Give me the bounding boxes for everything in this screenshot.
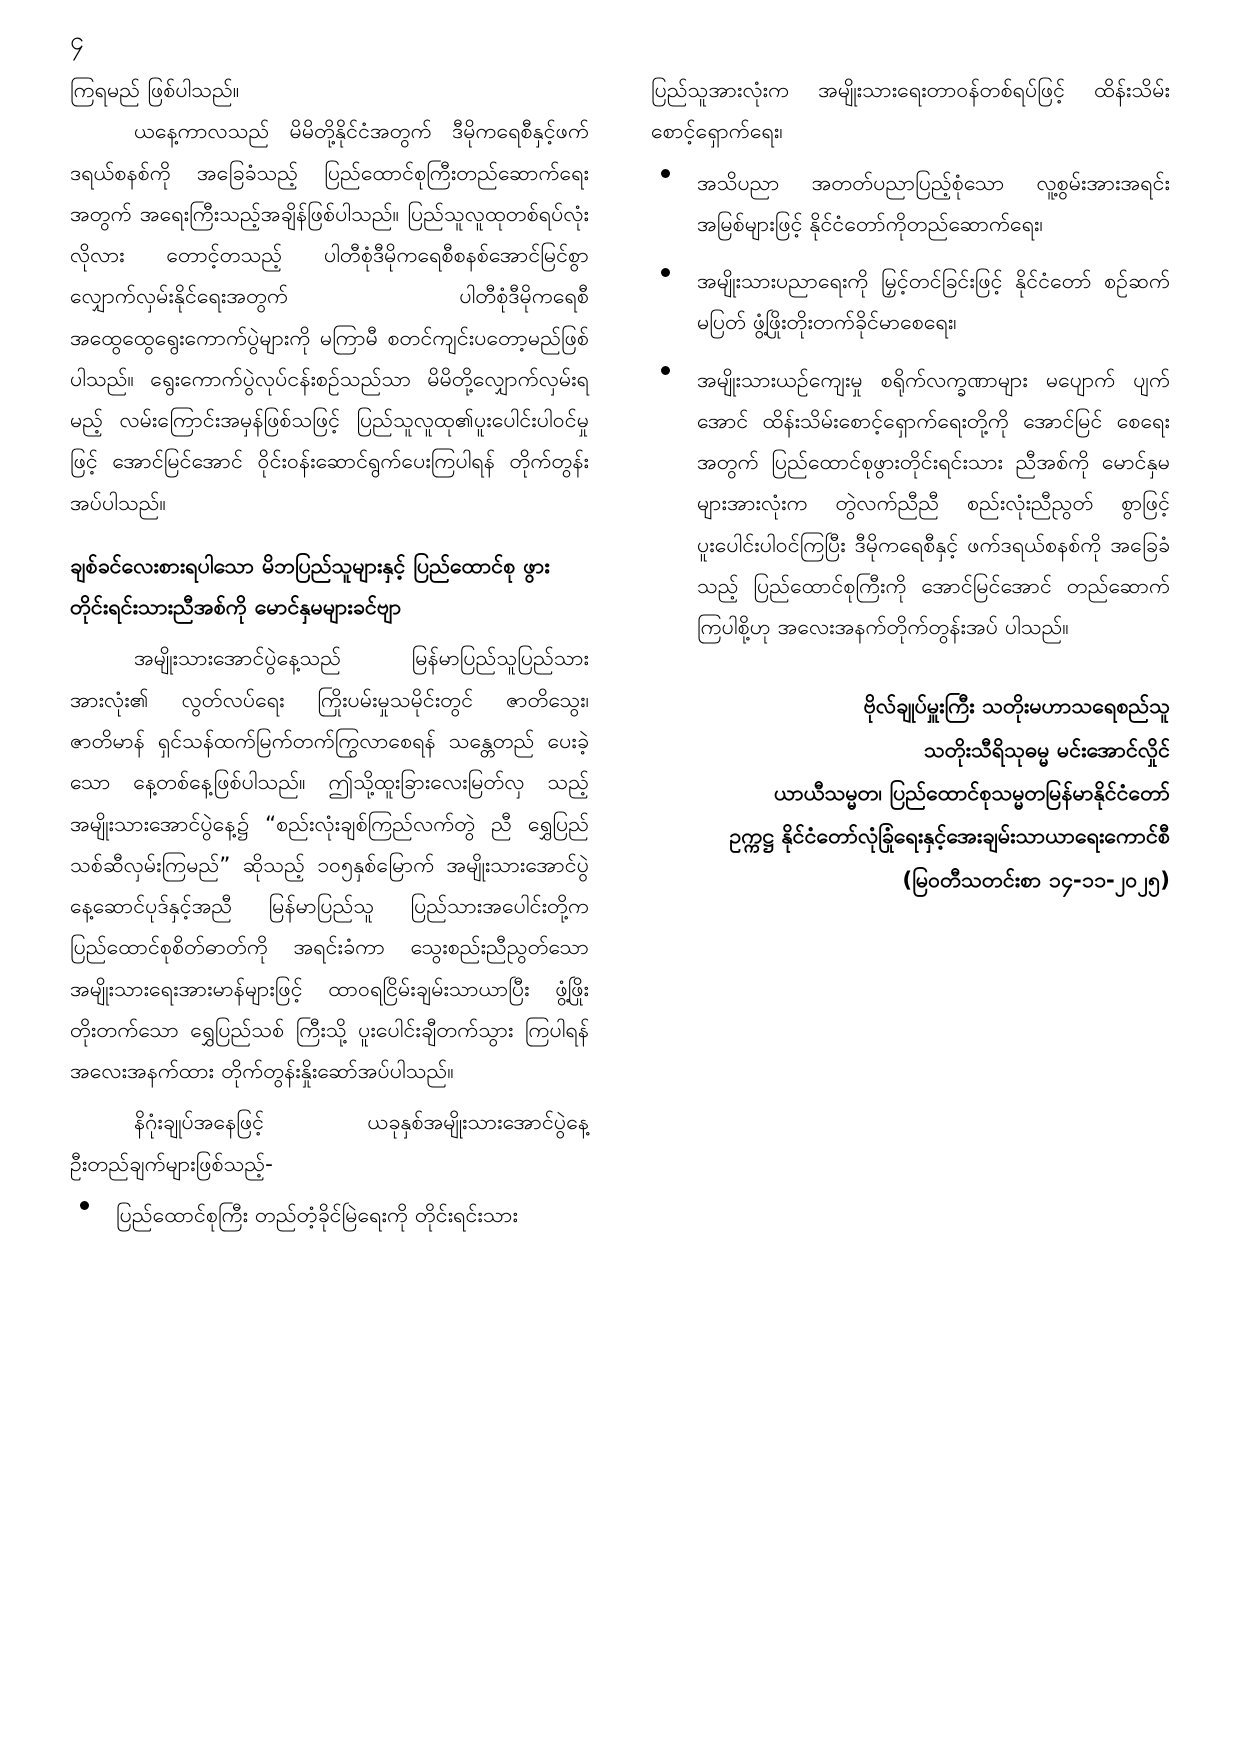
right-column [651, 70, 1170, 1252]
list-item [651, 360, 1170, 649]
spacer [70, 1092, 589, 1102]
signature-line-3: ယာယီသမ္မတ၊ ပြည်ထောင်စုသမ္မတမြန်မာနိုင်ငံတော် [774, 780, 1170, 806]
signature-block [651, 686, 1170, 900]
two-column-body [70, 70, 1170, 1252]
signature-line-4: ဥက္ကဋ္ဌ နိုင်ငံတော်လုံခြုံရေးနှင့်အေးချမ်းသာယာရေးကောင်စီ [729, 824, 1170, 850]
spacer [70, 524, 589, 546]
bullet-dot-icon [661, 268, 670, 277]
list-item-label: ပြည်ထောင်စုကြီး တည်တံ့ခိုင်မြဲရေးကို တိုင်းရင်းသား [116, 1202, 518, 1228]
source-citation: (မြဝတီသတင်းစာ ၁၄-၁၁-၂၀၂၅) [902, 867, 1170, 893]
objectives-list [651, 163, 1170, 649]
list-item [651, 261, 1170, 344]
list-item-label: အမျိုးသားပညာရေးကို မြှင့်တင်ခြင်းဖြင့် နိုင်ငံတော် စဉ်ဆက်မပြတ် ဖွံ့ဖြိုးတိုးတက်ခိုင်မာစေရေး၊ [697, 269, 1170, 336]
bullet-1-continued: ပြည်သူအားလုံးက အမျိုးသားရေးတာဝန်တစ်ရပ်ဖြင့် ထိန်းသိမ်းစောင့်ရှောက်ရေး၊ [651, 78, 1170, 145]
objectives-list-start [70, 1195, 589, 1236]
paragraph-1: ယနေ့ကာလသည် မိမိတို့နိုင်ငံအတွက် ဒီမိုကရေစီနှင့်ဖက်ဒရယ်စနစ်ကို အခြေခံသည့် ပြည်ထောင်စုကြီးတည်ဆောက်ရေးအတွက် အရေးကြီးသည့်အချိန်ဖြစ်ပါသည်။ ပြည်သူလူထုတစ်ရပ်လုံးလိုလား တောင့်တသည့် ပါတီစုံဒီမိုကရေစီစနစ်အောင်မြင်စွာ လျှောက်လှမ်းနိုင်ရေးအတွက် ပါတီစုံဒီမိုကရေစီအထွေထွေရွေးကောက်ပွဲများကို မကြာမီ စတင်ကျင်းပတော့မည်ဖြစ်ပါသည်။ ရွေးကောက်ပွဲလုပ်ငန်းစဉ်သည်သာ မိမိတို့လျှောက်လှမ်းရမည့် လမ်းကြောင်းအမှန်ဖြစ်သဖြင့် ပြည်သူလူထု၏ပူးပေါင်းပါဝင်မှုဖြင့် အောင်မြင်အောင် ဝိုင်းဝန်းဆောင်ရွက်ပေးကြပါရန် တိုက်တွန်းအပ်ပါသည်။ [70, 119, 589, 516]
spacer [651, 153, 1170, 163]
spacer [651, 664, 1170, 686]
bullet-dot-icon [80, 1201, 89, 1210]
bullet-dot-icon [661, 169, 670, 178]
paragraph-3: နိဂုံးချုပ်အနေဖြင့် ယခုနှစ်အမျိုးသားအောင်ပွဲနေ့ ဦးတည်ချက်များဖြစ်သည့်- [70, 1110, 589, 1177]
list-item [70, 1195, 589, 1236]
list-item-label: အမျိုးသားယဉ်ကျေးမှု စရိုက်လက္ခဏာများ မပျောက် ပျက်အောင် ထိန်းသိမ်းစောင့်ရှောက်ရေးတို့ကို အောင်မြင် စေရေးအတွက် ပြည်ထောင်စုဖွားတိုင်းရင်းသား ညီအစ်ကို မောင်နှမများအားလုံးက တွဲလက်ညီညီ စည်းလုံးညီညွတ် စွာဖြင့် ပူးပေါင်းပါဝင်ကြပြီး ဒီမိုကရေစီနှင့် ဖက်ဒရယ်စနစ်ကို အခြေခံသည့် ပြည်ထောင်စုကြီးကို အောင်မြင်အောင် တည်ဆောက်ကြပါစို့ဟု အလေးအနက်တိုက်တွန်းအပ် ပါသည်။ [697, 367, 1170, 641]
list-item [651, 163, 1170, 246]
signature-line-1: ဗိုလ်ချုပ်မှူးကြီး သတိုးမဟာသရေစည်သူ [863, 694, 1170, 720]
signature-line-2: သတိုးသီရိသုဓမ္မ မင်းအောင်လှိုင် [923, 737, 1170, 763]
bullet-dot-icon [661, 366, 670, 375]
continued-line: ကြရမည် ဖြစ်ပါသည်။ [70, 78, 240, 103]
paragraph-2: အမျိုးသားအောင်ပွဲနေ့သည် မြန်မာပြည်သူပြည်သား အားလုံး၏ လွတ်လပ်ရေး ကြိုးပမ်းမှုသမိုင်းတွင် ဇာတိသွေး၊ ဇာတိမာန် ရှင်သန်ထက်မြက်တက်ကြွလာစေရန် သန္တေတည် ပေးခဲ့သော နေ့တစ်နေ့ဖြစ်ပါသည်။ ဤသို့ထူးခြားလေးမြတ်လှ သည့် အမျိုးသားအောင်ပွဲနေ့၌ “စည်းလုံးချစ်ကြည်လက်တွဲ ညီ ရွှေပြည်သစ်ဆီလှမ်းကြမည်” ဆိုသည့် ၁၀၅နှစ်မြောက် အမျိုးသားအောင်ပွဲနေ့ဆောင်ပုဒ်နှင့်အညီ မြန်မာပြည်သူ ပြည်သားအပေါင်းတို့က ပြည်ထောင်စုစိတ်ဓာတ်ကို အရင်းခံကာ သွေးစည်းညီညွတ်သော အမျိုးသားရေးအားမာန်များဖြင့် ထာဝရငြိမ်းချမ်းသာယာပြီး ဖွံ့ဖြိုးတိုးတက်သော ရွှေပြည်သစ် ကြီးသို့ ပူးပေါင်းချီတက်သွား ကြပါရန် အလေးအနက်ထား တိုက်တွန်းနှိုးဆော်အပ်ပါသည်။ [70, 646, 589, 1085]
left-column [70, 70, 589, 1252]
spacer [70, 1185, 589, 1195]
list-item-label: အသိပညာ အတတ်ပညာပြည့်စုံသော လူ့စွမ်းအားအရင်း အမြစ်များဖြင့် နိုင်ငံတော်ကိုတည်ဆောက်ရေး၊ [697, 170, 1170, 237]
salutation-heading: ချစ်ခင်လေးစားရပါသော မိဘပြည်သူများနှင့် ပြည်ထောင်စု ဖွားတိုင်းရင်းသားညီအစ်ကို မောင်နှမများခင်ဗျာ [70, 553, 550, 621]
spacer [70, 628, 589, 638]
page-number: ၄ [70, 26, 85, 55]
